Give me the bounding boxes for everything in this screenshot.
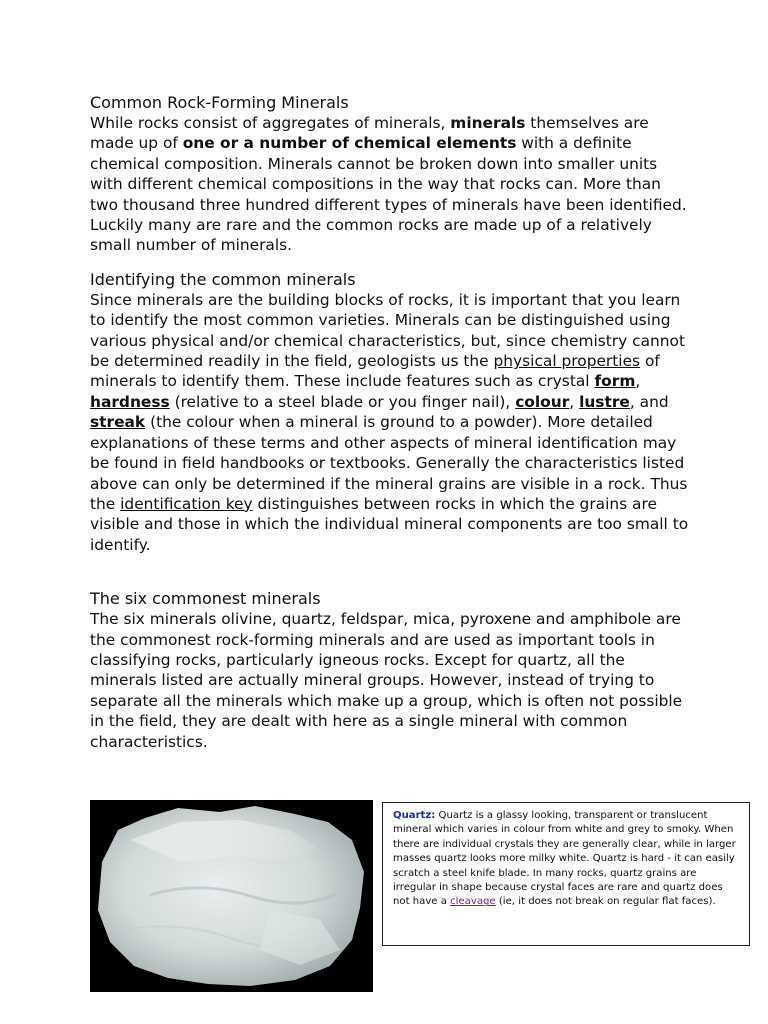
text-run: with a definite chemical composition. Minerals cannot be broken down into smaller units with different chemical compositions in the way that rocks can. More than two thousand three hundred different types of minerals have been identified. Luckily many are rare and the common rocks are made up of a relatively small number of minerals.: [90, 134, 687, 255]
link-cleavage[interactable]: cleavage: [450, 896, 496, 908]
link-hardness[interactable]: hardness: [90, 392, 170, 411]
text-run: (the colour when a mineral is ground to a powder). More detailed explanations of these terms and other aspects of mineral identification may be found in field handbooks or textbooks. Generally the characteristics listed above can only be determined if the mineral grains are visible in a rock. Thus the: [90, 413, 688, 513]
quartz-specimen-image: [90, 800, 373, 992]
bold-term-elements: one or a number of chemical elements: [182, 134, 517, 153]
document-body: [90, 93, 690, 752]
text-run: ,: [569, 392, 580, 411]
text-run: distinguishes between rocks in which the grains are visible and those in which the individual mineral components are too small to identify.: [90, 494, 689, 554]
link-physical-properties[interactable]: physical properties: [493, 352, 641, 371]
paragraph-identifying: [90, 290, 690, 555]
quartz-label: Quartz:: [393, 810, 436, 821]
bold-term-minerals: minerals: [450, 114, 526, 132]
paragraph-intro: [90, 113, 690, 256]
quartz-description: [393, 809, 739, 910]
text-run: , and: [629, 392, 669, 411]
text-run: (ie, it does not break on regular flat faces).: [495, 896, 716, 908]
section-heading-rock-forming: Common Rock-Forming Minerals: [90, 93, 349, 112]
link-lustre[interactable]: lustre: [579, 392, 630, 411]
text-run: of minerals to identify them. These include features such as crystal: [90, 352, 660, 391]
text-run: (relative to a steel blade or you finger nail),: [169, 392, 516, 411]
link-identification-key[interactable]: identification key: [120, 494, 253, 513]
paragraph-six-minerals: The six minerals olivine, quartz, feldspar, mica, pyroxene and amphibole are the commonest rock-forming minerals and are used as important tools in classifying rocks, particularly igneous rocks. Except for quartz, all the minerals listed are actually mineral groups. However, instead of trying to separate all the minerals which make up a group, which is often not possible in the field, they are dealt with here as a single mineral with common characteristics.: [90, 610, 683, 751]
text-run: themselves are made up of: [90, 114, 649, 153]
section-heading-identifying: Identifying the common minerals: [90, 269, 356, 289]
quartz-photo: [90, 800, 373, 992]
text-run: ,: [635, 372, 641, 391]
quartz-description-box: [382, 802, 750, 946]
link-colour[interactable]: colour: [515, 392, 570, 411]
section-heading-six-minerals: The six commonest minerals: [90, 589, 321, 609]
text-run: Since minerals are the building blocks of rocks, it is important that you learn to identify the most common varieties. Minerals can be distinguished using various physical and/or chemical characteristics, but, since chemistry cannot be determined readily in the field, geologists us the: [90, 290, 685, 371]
text-run: While rocks consist of aggregates of minerals,: [90, 114, 451, 132]
link-streak[interactable]: streak: [90, 413, 146, 432]
link-form[interactable]: form: [594, 372, 636, 391]
text-run: Quartz is a glassy looking, transparent or translucent mineral which varies in colour from white and grey to smoky. When there are individual crystals they are generally clear, while in larger masses quartz looks more milky white. Quartz is hard - it can easily scratch a steel knife blade. In many rocks, quartz grains are irregular in shape because crystal faces are rare and quartz does not have a: [393, 810, 736, 908]
